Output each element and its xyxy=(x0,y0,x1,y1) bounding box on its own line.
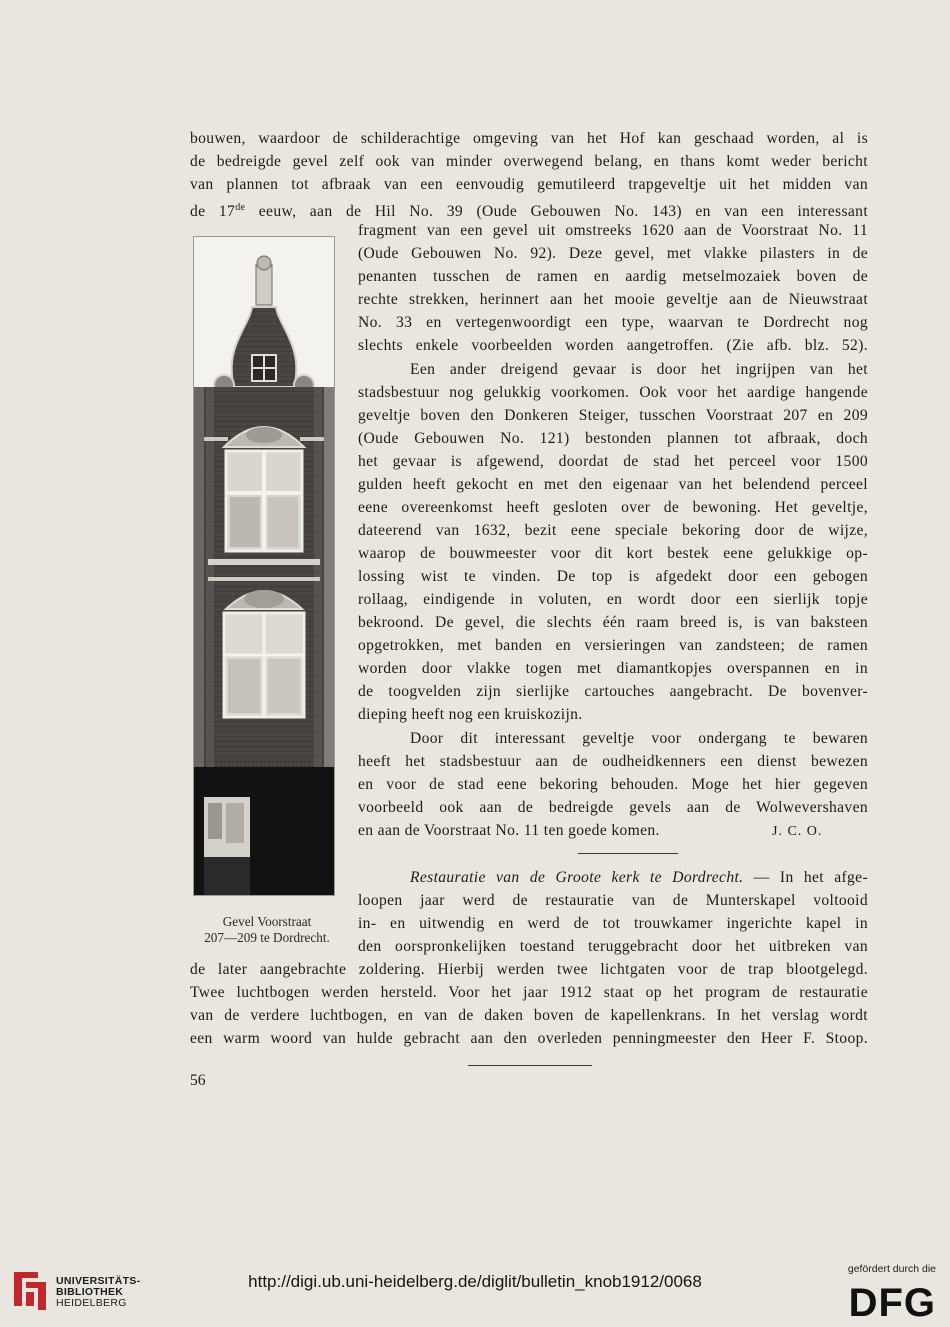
library-name-line: UNIVERSITÄTS- xyxy=(56,1275,141,1287)
text-line: slechts enkele voorbeelden worden aangetroffen. (Zie afb. blz. 52). xyxy=(358,337,868,354)
text-line: het gevaar is afgewend, doordat de stad het perceel voor 1500 xyxy=(358,453,868,470)
text-line: een warm woord van hulde gebracht aan den overleden penningmeester den Heer F. Stoop. xyxy=(190,1030,868,1047)
dfg-logo: DFG xyxy=(848,1281,936,1325)
text-line: dateerend van 1632, bezit eene speciale bekoring door de wijze, xyxy=(358,522,868,539)
text-line: en aan de Voorstraat No. 11 ten goede komen. xyxy=(358,822,660,839)
library-name-line: BIBLIOTHEK xyxy=(56,1286,124,1298)
text-line: Een ander dreigend gevaar is door het ingrijpen van het xyxy=(410,361,868,378)
section-title: Restauratie van de Groote kerk te Dordrecht. xyxy=(410,869,744,886)
text-line: worden door vlakke togen met diamantkopjes overspannen en in xyxy=(358,660,868,677)
text-line: penanten tusschen de ramen en aardig metselmozaiek boven de xyxy=(358,268,868,285)
text-line: rechte strekken, herinnert aan het mooie geveltje aan de Nieuwstraat xyxy=(358,291,868,308)
text-line: gulden heeft gekocht en met den eigenaar van het belendend perceel xyxy=(358,476,868,493)
text-line xyxy=(190,198,868,222)
text-line: lossing wist te vinden. De top is afgedekt door een gebogen xyxy=(358,568,868,585)
text-line: de bedreigde gevel zelf ook van minder overwegend belang, en thans komt weder bericht xyxy=(190,153,868,170)
text-line: bouwen, waardoor de schilderachtige omgeving van het Hof kan geschaad worden, al is xyxy=(190,130,868,147)
superscript: de xyxy=(235,202,246,213)
text-line: Twee luchtbogen werden hersteld. Voor het jaar 1912 staat op het program de restauratie xyxy=(190,984,868,1001)
figure-caption-line: 207—209 te Dordrecht. xyxy=(204,930,330,945)
text-segment: eeuw, aan de Hil No. 39 (Oude Gebouwen No. 143) en van een interessant xyxy=(245,203,868,220)
section-divider xyxy=(578,853,678,854)
text-line: dieping heeft nog een kruiskozijn. xyxy=(358,706,583,723)
text-segment: de 17 xyxy=(190,203,236,220)
text-line: de later aangebrachte zoldering. Hierbij werden twee lichtgaten voor de trap blootgelegd. xyxy=(190,961,868,978)
facade-photograph xyxy=(193,236,335,896)
text-line: den oorspronkelijken toestand teruggebracht door het uitbreken van xyxy=(358,938,868,955)
text-line: rollaag, eindigende in voluten, en wordt door een sierlijk topje xyxy=(358,591,868,608)
text-line: (Oude Gebouwen No. 121) bestonden plannen tot afbraak, doch xyxy=(358,430,868,447)
text-line: (Oude Gebouwen No. 92). Deze gevel, met vlakke pilasters in de xyxy=(358,245,868,262)
text-line: van plannen tot afbraak van een eenvoudig gemutileerd trapgeveltje uit het midden van xyxy=(190,176,868,193)
text-line: fragment van een gevel uit omstreeks 1620 aan de Voorstraat No. 11 xyxy=(358,222,868,239)
text-line: No. 33 en vertegenwoordigt een type, waarvan te Dordrecht nog xyxy=(358,314,868,331)
text-line: de toogvelden zijn sierlijke cartouches aangebracht. De bovenver- xyxy=(358,683,868,700)
text-line: eene overeenkomst heeft gesloten over de bewoning. Het geveltje, xyxy=(358,499,868,516)
end-divider xyxy=(468,1065,592,1066)
text-line: loopen jaar werd de restauratie van de Munterskapel voltooid xyxy=(358,892,868,909)
text-line: Door dit interessant geveltje voor ondergang te bewaren xyxy=(410,730,868,747)
text-line: bekroond. De gevel, die slechts één raam breed is, is van baksteen xyxy=(358,614,868,631)
text-segment: — In het afge- xyxy=(743,869,868,886)
source-url-link[interactable]: http://digi.ub.uni-heidelberg.de/diglit/bulletin_knob1912/0068 xyxy=(248,1272,702,1291)
text-line: opgetrokken, met banden en versieringen van zandsteen; de ramen xyxy=(358,637,868,654)
library-name-line: HEIDELBERG xyxy=(56,1297,127,1309)
author-signature: J. C. O. xyxy=(772,824,823,839)
text-line xyxy=(410,868,868,888)
text-line: voorbeeld ook aan de bedreigde gevels aan de Wolwevershaven xyxy=(358,799,868,816)
text-line: en voor de stad eene bekoring behouden. Moge het hier gegeven xyxy=(358,776,868,793)
text-line: stadsbestuur nog gelukkig voorkomen. Ook voor het aardige hangende xyxy=(358,384,868,401)
page-number: 56 xyxy=(190,1072,206,1089)
facade-illustration xyxy=(194,237,334,895)
text-line: van de verdere luchtbogen, en van de daken boven de kapellenkrans. In het verslag wordt xyxy=(190,1007,868,1024)
text-line: heeft het stadsbestuur aan de oudheidkenners een dienst bewezen xyxy=(358,753,868,770)
text-line: in- en uitwendig en werd de tot trouwkamer ingerichte kapel in xyxy=(358,915,868,932)
figure-caption-line: Gevel Voorstraat xyxy=(222,914,312,929)
text-line: geveltje boven den Donkeren Steiger, tusschen Voorstraat 207 en 209 xyxy=(358,407,868,424)
funding-note: gefördert durch die xyxy=(847,1263,936,1275)
text-line: waarop de bouwmeester voor dit kort bestek eene gelukkige op- xyxy=(358,545,868,562)
